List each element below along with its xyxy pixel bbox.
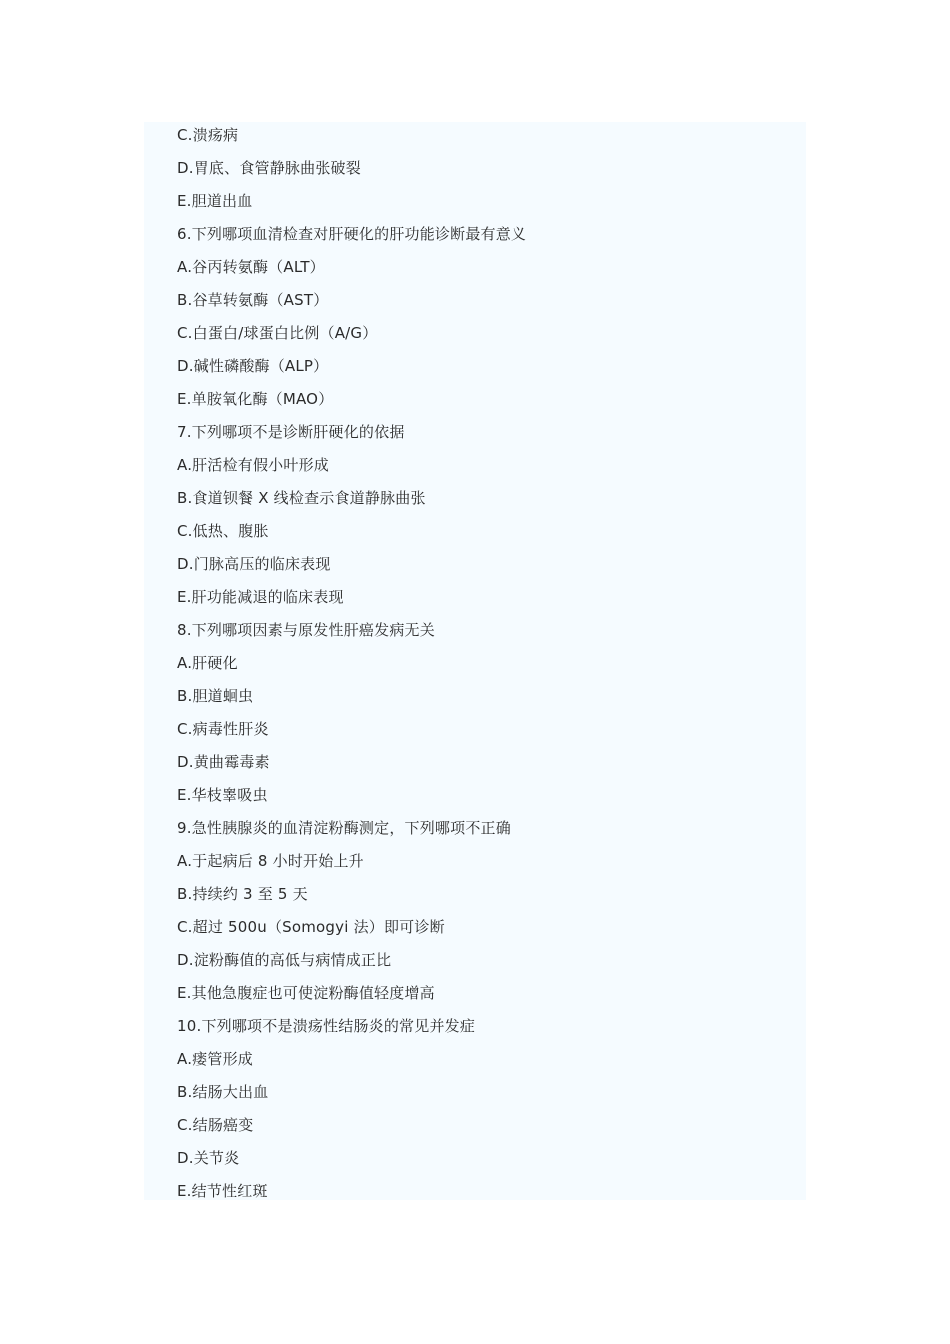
answer-option: B.结肠大出血 xyxy=(177,1083,269,1101)
answer-option: A.肝活检有假小叶形成 xyxy=(177,456,329,474)
answer-option: E.华枝睾吸虫 xyxy=(177,786,268,804)
answer-option: B.谷草转氨酶（AST） xyxy=(177,291,329,309)
answer-option: C.溃疡病 xyxy=(177,126,239,144)
answer-option: D.淀粉酶值的高低与病情成正比 xyxy=(177,951,392,969)
answer-option: A.谷丙转氨酶（ALT） xyxy=(177,258,325,276)
answer-option: C.低热、腹胀 xyxy=(177,522,269,540)
answer-option: D.黄曲霉毒素 xyxy=(177,753,270,771)
answer-option: D.胃底、食管静脉曲张破裂 xyxy=(177,159,361,177)
answer-option: E.结节性红斑 xyxy=(177,1182,268,1200)
question-text: 9.急性胰腺炎的血清淀粉酶测定，下列哪项不正确 xyxy=(177,819,511,837)
answer-option: C.病毒性肝炎 xyxy=(177,720,269,738)
question-text: 10.下列哪项不是溃疡性结肠炎的常见并发症 xyxy=(177,1017,476,1035)
question-text: 6.下列哪项血清检查对肝硬化的肝功能诊断最有意义 xyxy=(177,225,527,243)
answer-option: B.胆道蛔虫 xyxy=(177,687,254,705)
answer-option: D.碱性磷酸酶（ALP） xyxy=(177,357,329,375)
answer-option: C.结肠癌变 xyxy=(177,1116,254,1134)
answer-option: E.单胺氧化酶（MAO） xyxy=(177,390,334,408)
answer-option: E.肝功能减退的临床表现 xyxy=(177,588,344,606)
question-text: 7.下列哪项不是诊断肝硬化的依据 xyxy=(177,423,405,441)
answer-option: A.肝硬化 xyxy=(177,654,238,672)
answer-option: D.关节炎 xyxy=(177,1149,240,1167)
answer-option: C.超过 500u（Somogyi 法）即可诊断 xyxy=(177,918,445,936)
answer-option: C.白蛋白/球蛋白比例（A/G） xyxy=(177,324,378,342)
answer-option: D.门脉高压的临床表现 xyxy=(177,555,331,573)
answer-option: E.其他急腹症也可使淀粉酶值轻度增高 xyxy=(177,984,435,1002)
answer-option: A.于起病后 8 小时开始上升 xyxy=(177,852,364,870)
question-list xyxy=(177,119,797,1208)
answer-option: E.胆道出血 xyxy=(177,192,253,210)
question-text: 8.下列哪项因素与原发性肝癌发病无关 xyxy=(177,621,435,639)
answer-option: B.持续约 3 至 5 天 xyxy=(177,885,308,903)
answer-option: B.食道钡餐 X 线检查示食道静脉曲张 xyxy=(177,489,426,507)
answer-option: A.瘘管形成 xyxy=(177,1050,253,1068)
